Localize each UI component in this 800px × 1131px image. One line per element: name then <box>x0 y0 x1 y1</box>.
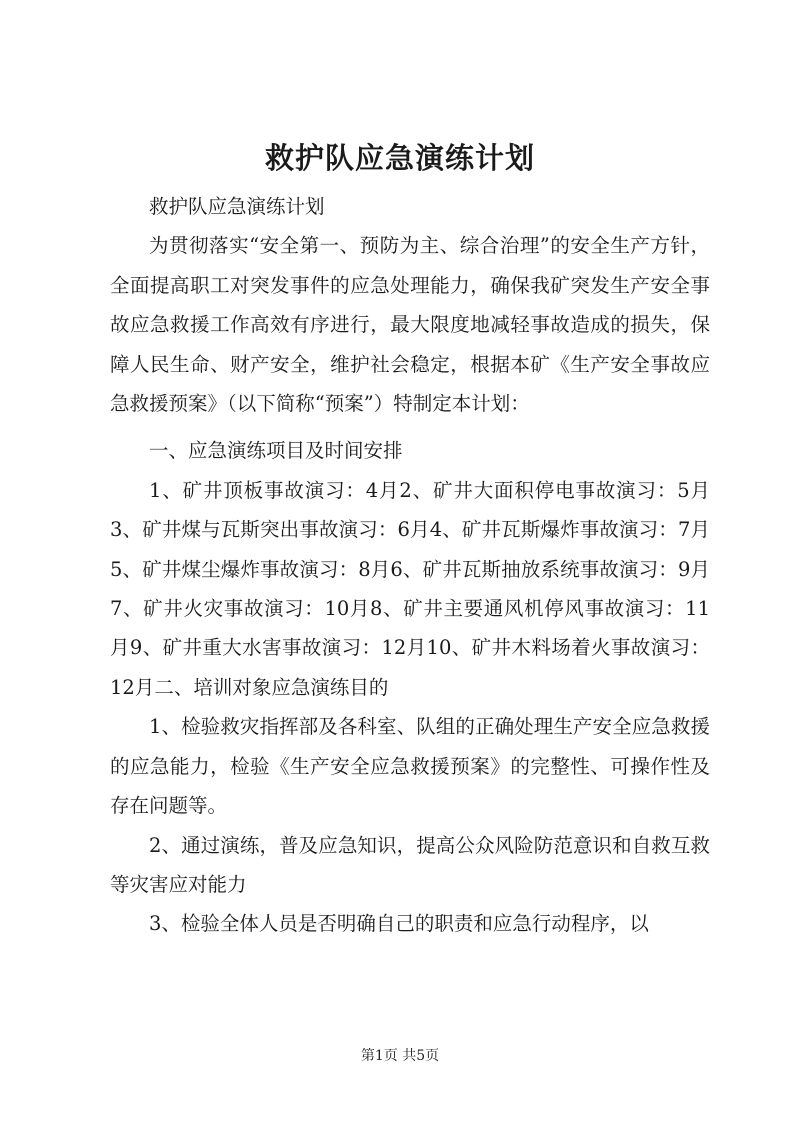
paragraph-purpose-2: 2、通过演练，普及应急知识，提高公众风险防范意识和自救互救等灾害应对能力 <box>110 833 710 896</box>
paragraph-subtitle: 救护队应急演练计划 <box>149 195 325 218</box>
document-body <box>110 187 710 944</box>
paragraph-intro: 为贯彻落实“安全第一、预防为主、综合治理”的安全生产方针，全面提高职工对突发事件的应急处理能力，确保我矿突发生产安全事故应急救援工作高效有序进行，最大限度地减轻事故造成的损失，保障人民生命、财产安全，维护社会稳定，根据本矿《生产安全事故应急救援预案》（以下简称“预案”）特制定本计划： <box>110 234 710 416</box>
document-title: 救护队应急演练计划 <box>264 141 535 175</box>
paragraph-purpose-1: 1、检验救灾指挥部及各科室、队组的正确处理生产安全应急救援的应急能力，检验《生产安全应急救援预案》的完整性、可操作性及存在问题等。 <box>110 715 710 818</box>
paragraph-purpose-3: 3、检验全体人员是否明确自己的职责和应急行动程序，以 <box>149 912 649 936</box>
paragraph-schedule: 1、矿井顶板事故演习：4月2、矿井大面积停电事故演习：5月3、矿井煤与瓦斯突出事故演习：6月4、矿井瓦斯爆炸事故演习：7月5、矿井煤尘爆炸事故演习：8月6、矿井瓦斯抽放系统事故演习：9月7、矿井火灾事故演习：10月8、矿井主要通风机停风事故演习：11月9、矿井重大水害事故演习：12月10、矿井木料场着火事故演习：12月二、培训对象应急演练目的 <box>110 478 710 699</box>
section-heading-1: 一、应急演练项目及时间安排 <box>149 439 403 463</box>
page-footer: 第1页 共5页 <box>360 1048 440 1064</box>
